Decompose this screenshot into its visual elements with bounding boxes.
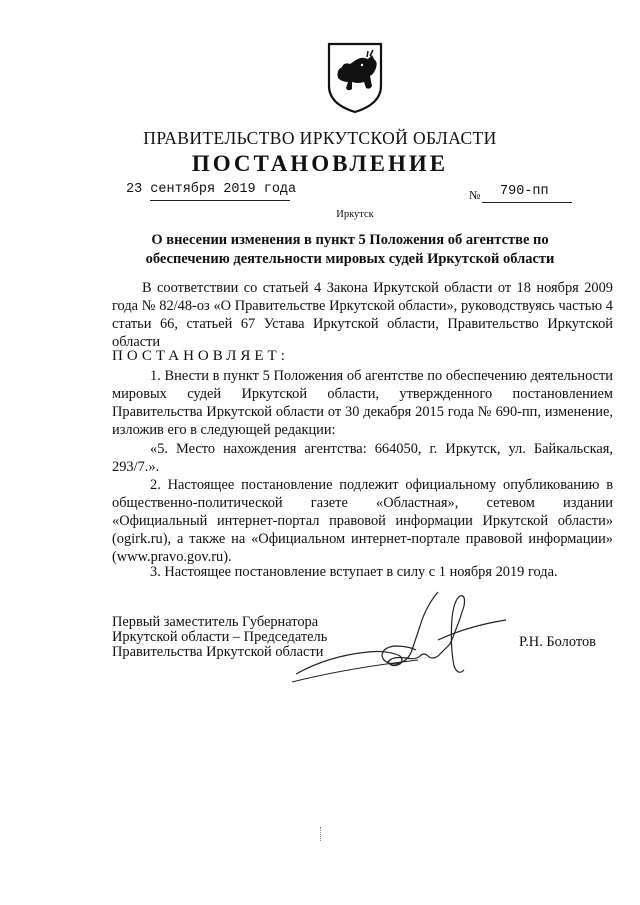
document-date: 23 сентября 2019 года <box>126 182 297 197</box>
item-1-paragraph: 1. Внести в пункт 5 Положения об агентстве по обеспечению деятельности мировых судей Иркутской области, утвержденного постановлением Правительства Иркутской области от 30 декабря 2015 года № 690-пп, изменение, изложив его в следующей редакции: <box>112 368 613 438</box>
number-label: № <box>469 188 481 202</box>
preamble-paragraph: В соответствии со статьей 4 Закона Иркутской области от 18 ноября 2009 года № 82/48-оз «О Правительстве Иркутской области», руководствуясь частью 4 статьи 66, статьей 67 Устава Иркутской области, Правительство Иркутской области <box>112 280 613 350</box>
decree-word: ПОСТАНОВЛЯЕТ: <box>112 348 289 364</box>
signatory-line-1: Первый заместитель Губернатора <box>112 614 319 630</box>
government-name: ПРАВИТЕЛЬСТВО ИРКУТСКОЙ ОБЛАСТИ <box>143 128 497 148</box>
document-number: 790-пп <box>500 184 549 199</box>
signatory-line-3: Правительства Иркутской области <box>112 644 324 660</box>
document-type: ПОСТАНОВЛЕНИЕ <box>191 151 449 176</box>
item-2-paragraph: 2. Настоящее постановление подлежит официальному опубликованию в общественно-политической газете «Областная», сетевом издании «Официальный интернет-портал правовой информации Иркутской области» (ogirk.ru), а также на «Официальном интернет-портале правовой информации» (www.pravo.gov.ru). <box>112 477 613 565</box>
handwritten-signature <box>288 586 523 698</box>
item-3-paragraph: 3. Настоящее постановление вступает в силу с 1 ноября 2019 года. <box>150 564 558 580</box>
coat-of-arms-emblem <box>326 42 384 114</box>
signatory-line-2: Иркутской области – Председатель <box>112 629 328 645</box>
number-underline <box>482 202 572 203</box>
page-mark <box>320 827 322 841</box>
document-title: О внесении изменения в пункт 5 Положения об агентстве по обеспечению деятельности мировых судей Иркутской области <box>145 232 555 267</box>
date-underline <box>150 200 290 201</box>
signatory-name: Р.Н. Болотов <box>519 634 596 650</box>
item-1-quote: «5. Место нахождения агентства: 664050, г. Иркутск, ул. Байкальская, 293/7.». <box>112 441 613 475</box>
city-name: Иркутск <box>336 209 374 220</box>
